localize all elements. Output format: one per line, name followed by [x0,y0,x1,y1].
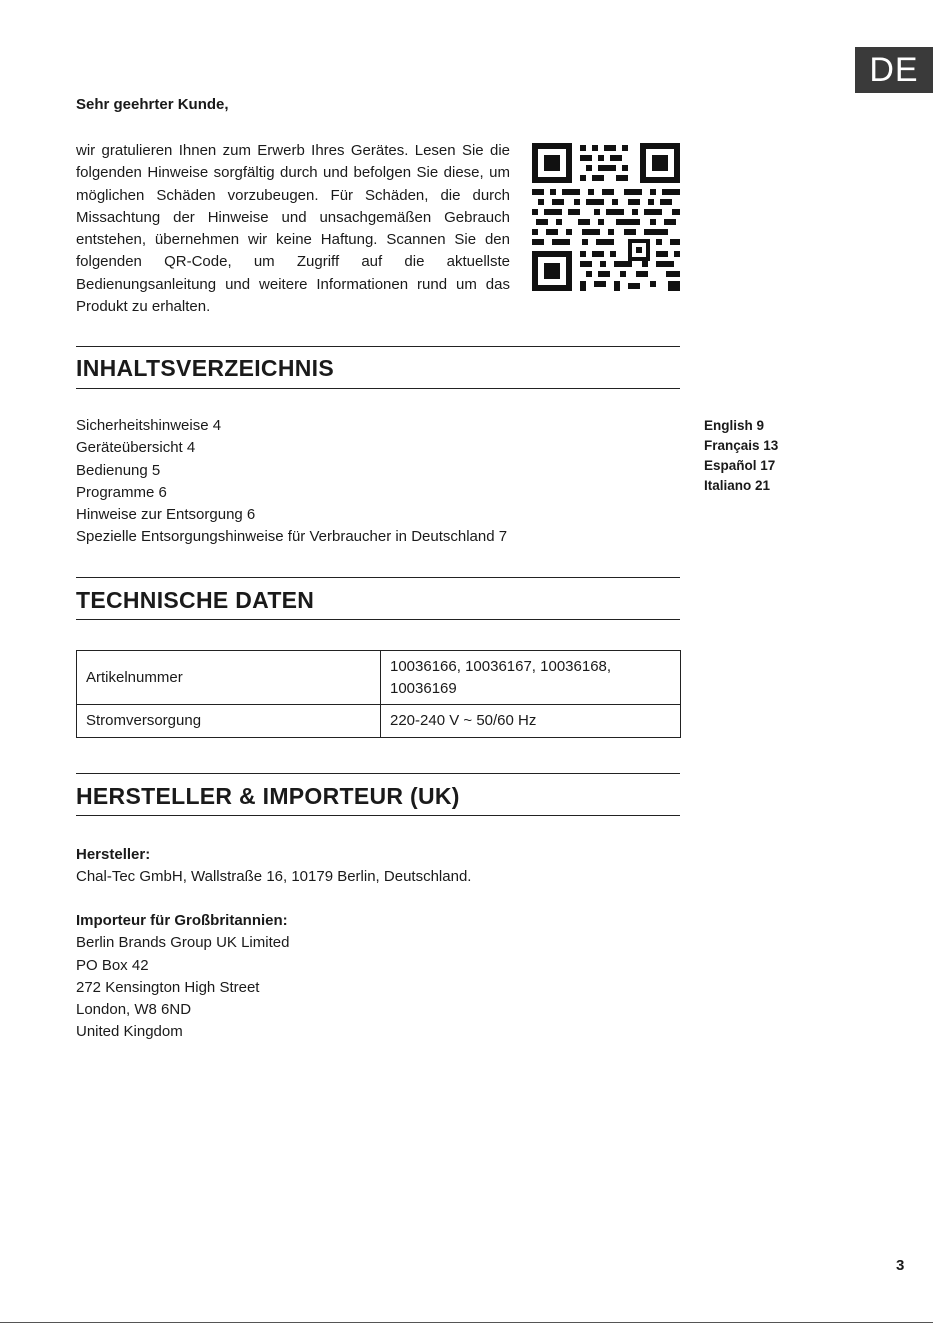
manufacturer-label: Hersteller: [76,846,151,863]
specs-table [76,650,681,738]
spec-label: Artikelnummer [77,651,381,705]
toc-rule-bottom [76,388,680,389]
toc-item[interactable]: Bedienung 5 [76,461,161,479]
language-link-spanish[interactable]: Español 17 [704,458,776,473]
table-row [77,651,681,705]
importer-block [76,910,289,1044]
page-number: 3 [896,1257,905,1274]
specs-heading: TECHNISCHE DATEN [76,587,315,613]
importer-label: Importeur für Großbritannien: [76,912,288,929]
spec-value: 220-240 V ~ 50/60 Hz [381,705,681,738]
intro-paragraph: wir gratulieren Ihnen zum Erwerb Ihres Gerätes. Lesen Sie die folgenden Hinweise sorgfältig durch und befolgen Sie diese, um möglichen Schäden vorzubeugen. Für Schäden, die durch Missachtung der Hinweise und unsachgemäßen Gebrauch entstehen, übernehmen wir keine Haftung. Scannen Sie den folgenden QR-Code, um Zugriff auf die aktuellste Bedienungsanleitung und weitere Informationen rund um das Produkt zu erhalten. [76,142,510,316]
toc-item[interactable]: Programme 6 [76,483,167,501]
toc-heading: INHALTSVERZEICHNIS [76,355,334,381]
toc-item[interactable]: Geräteübersicht 4 [76,439,196,457]
page-bottom-rule [0,1322,933,1323]
language-link-italian[interactable]: Italiano 21 [704,478,771,493]
toc-item[interactable]: Sicherheitshinweise 4 [76,417,222,434]
manufacturer-heading: HERSTELLER & IMPORTEUR (UK) [76,783,460,809]
manufacturer-rule-bottom [76,815,680,816]
language-tab: DE [855,47,933,93]
manufacturer-block [76,844,471,889]
importer-address-line: London, W8 6ND [76,1001,192,1019]
toc-rule-top [76,346,680,347]
specs-rule-bottom [76,619,680,620]
toc-item[interactable]: Hinweise zur Entsorgung 6 [76,506,256,524]
importer-address-line: Berlin Brands Group UK Limited [76,934,290,952]
importer-address-line: United Kingdom [76,1023,183,1041]
spec-label: Stromversorgung [77,705,381,738]
importer-address-line: 272 Kensington High Street [76,978,260,996]
table-row [77,705,681,738]
toc-item[interactable]: Spezielle Entsorgungshinweise für Verbraucher in Deutschland 7 [76,528,508,546]
language-link-french[interactable]: Français 13 [704,438,779,453]
language-link-english[interactable]: English 9 [704,418,765,433]
toc-list [76,415,507,549]
manufacturer-address: Chal-Tec GmbH, Wallstraße 16, 10179 Berlin, Deutschland. [76,868,472,886]
specs-rule-top [76,577,680,578]
spec-value: 10036166, 10036167, 10036168, 10036169 [381,651,681,705]
greeting: Sehr geehrter Kunde, [76,96,229,113]
manufacturer-rule-top [76,773,680,774]
qr-code [532,143,680,291]
other-languages-list [704,416,778,496]
importer-address-line: PO Box 42 [76,956,149,974]
